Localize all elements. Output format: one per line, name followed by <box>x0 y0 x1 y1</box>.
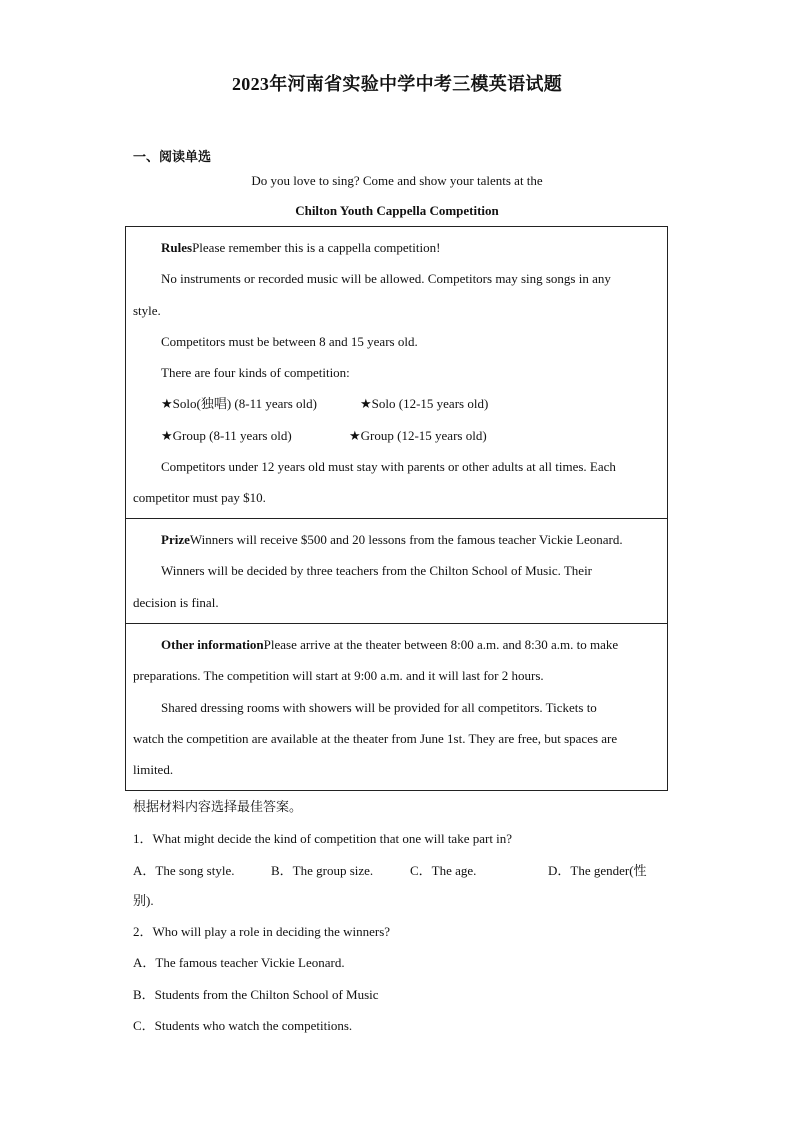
question-2-option-b: B．Students from the Chilton School of Music <box>133 987 379 1002</box>
other-line-2a: Shared dressing rooms with showers will be provided for all competitors. Tickets to <box>161 699 597 715</box>
rules-line-5a: Competitors under 12 years old must stay with parents or other adults at all times. Each <box>161 459 616 475</box>
rules-line-2a: No instruments or recorded music will be allowed. Competitors may sing songs in any <box>161 271 611 287</box>
question-1-stem: 1．What might decide the kind of competition that one will take part in? <box>133 831 513 846</box>
rules-line-4: There are four kinds of competition: <box>161 365 350 381</box>
other-line-1a: Please arrive at the theater between 8:00 a.m. and 8:30 a.m. to make <box>263 637 619 652</box>
other-heading: Other information <box>161 637 264 652</box>
question-1-option-d-wrap: 别). <box>133 893 154 908</box>
intro-line: Do you love to sing? Come and show your talents at the <box>251 173 543 188</box>
other-line-2b: watch the competition are available at the theater from June 1st. They are free, but spaces are <box>133 730 618 746</box>
question-2-stem: 2．Who will play a role in deciding the winners? <box>133 924 391 939</box>
competition-title: Chilton Youth Cappella Competition <box>295 203 499 218</box>
rules-box <box>125 226 668 519</box>
rules-line-5b: competitor must pay $10. <box>133 490 266 506</box>
prize-box <box>125 518 668 624</box>
question-1-option-c: C．The age. <box>410 863 477 878</box>
prize-heading: Prize <box>161 532 190 547</box>
other-info-box <box>125 623 668 791</box>
question-2-option-c: C．Students who watch the competitions. <box>133 1018 353 1033</box>
instruction: 根据材料内容选择最佳答案。 <box>133 799 303 814</box>
kind-group-12-15: ★Group (12-15 years old) <box>349 427 487 443</box>
question-1-option-b: B．The group size. <box>271 863 374 878</box>
question-2-option-a: A．The famous teacher Vickie Leonard. <box>133 955 345 970</box>
prize-line-1: Winners will receive $500 and 20 lessons from the famous teacher Vickie Leonard. <box>189 532 623 547</box>
page-title: 2023年河南省实验中学中考三模英语试题 <box>232 74 562 94</box>
rules-line-2b: style. <box>133 302 161 318</box>
kind-solo-12-15: ★Solo (12-15 years old) <box>360 396 489 412</box>
rules-line-3: Competitors must be between 8 and 15 years old. <box>161 333 418 349</box>
section-title: 一、阅读单选 <box>133 149 212 164</box>
other-line-2c: limited. <box>133 762 174 778</box>
rules-heading: Rules <box>161 240 193 255</box>
question-1-option-d: D．The gender(性 <box>548 863 647 878</box>
kind-group-8-11: ★Group (8-11 years old) <box>161 427 292 443</box>
kind-solo-8-11: ★Solo(独唱) (8-11 years old) <box>161 396 317 412</box>
question-1-option-a: A．The song style. <box>133 863 235 878</box>
question-1-options <box>133 860 663 880</box>
prize-line-2b: decision is final. <box>133 594 219 610</box>
other-line-1b: preparations. The competition will start at 9:00 a.m. and it will last for 2 hours. <box>133 668 544 684</box>
rules-line-1: Please remember this is a cappella competition! <box>192 240 441 255</box>
prize-line-2a: Winners will be decided by three teachers from the Chilton School of Music. Their <box>161 563 593 579</box>
